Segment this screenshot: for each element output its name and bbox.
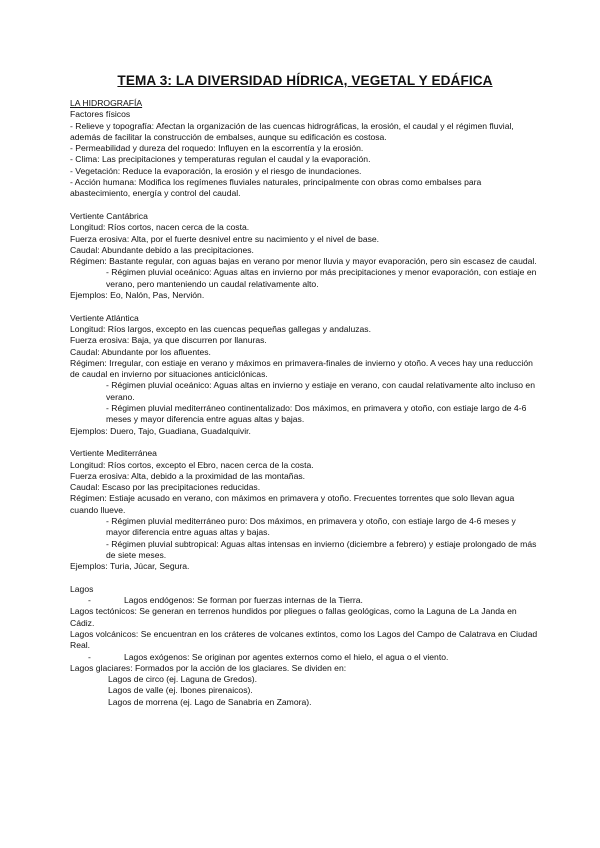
bullet-dash: - — [88, 595, 91, 606]
mediterranea-regimen: Régimen: Estiaje acusado en verano, con máximos en primavera y otoño. Frecuentes torrentes que solo llevan agua cuando llueve. — [70, 493, 517, 515]
atlantica-ejemplos: Ejemplos: Duero, Tajo, Guadiana, Guadalquivir. — [70, 425, 251, 436]
factor-clima: - Clima: Las precipitaciones y temperaturas regulan el caudal y la evaporación. — [70, 154, 371, 165]
atlantica-fuerza: Fuerza erosiva: Baja, ya que discurren por llanuras. — [70, 335, 267, 346]
lagos-volcanicos: Lagos volcánicos: Se encuentran en los cráteres de volcanes extintos, como los Lagos del Campo de Calatrava en Ciudad Real. — [70, 628, 540, 651]
atlantica-longitud: Longitud: Ríos largos, excepto en las cuencas pequeñas gallegas y andaluzas. — [70, 323, 371, 334]
lagos-endogenos: Lagos endógenos: Se forman por fuerzas internas de la Tierra. — [124, 595, 363, 606]
cantabrica-longitud: Longitud: Ríos cortos, nacen cerca de la costa. — [70, 222, 250, 233]
list-item — [70, 595, 540, 606]
factor-accion-humana: - Acción humana: Modifica los regímenes fluviales naturales, principalmente con obras como embalses para abastecimiento, energía y control del caudal. — [70, 177, 484, 199]
lagos-tectonicos: Lagos tectónicos: Se generan en terrenos hundidos por pliegues o fallas geológicas, como la Laguna de La Janda en Cádiz. — [70, 606, 520, 628]
list-item — [70, 652, 540, 663]
cantabrica-caudal: Caudal: Abundante debido a las precipitaciones. — [70, 244, 254, 255]
heading-cantabrica: Vertiente Cantábrica — [70, 210, 148, 221]
lagos-exogenos: Lagos exógenos: Se originan por agentes externos como el hielo, el agua o el viento. — [124, 651, 449, 662]
bullet-dash: - — [88, 651, 91, 662]
document-body — [70, 98, 540, 708]
mediterranea-fuerza: Fuerza erosiva: Alta, debido a la proximidad de las montañas. — [70, 470, 306, 481]
atlantica-regimen-mediterraneo: - Régimen pluvial mediterráneo continentalizado: Dos máximos, en primavera y otoño, con estiaje largo de 4-6 meses y mayor diferencia entre aguas altas y bajas. — [106, 403, 529, 425]
cantabrica-regimen-oceanico: - Régimen pluvial oceánico: Aguas altas en invierno por más precipitaciones y menor evaporación, con estiaje en verano, pero manteniendo un caudal relativamente alto. — [106, 267, 539, 289]
mediterranea-regimen-puro: - Régimen pluvial mediterráneo puro: Dos máximos, en primavera y otoño, con estiaje largo de 4-6 meses y mayor diferencia entre aguas altas y bajas. — [106, 515, 519, 538]
cantabrica-ejemplos: Ejemplos: Eo, Nalón, Pas, Nervión. — [70, 290, 205, 301]
atlantica-caudal: Caudal: Abundante por los afluentes. — [70, 346, 211, 357]
cantabrica-regimen: Régimen: Bastante regular, con aguas bajas en verano por menor lluvia y mayor evaporación, pero sin escasez de caudal. — [70, 256, 537, 267]
atlantica-regimen-oceanico: - Régimen pluvial oceánico: Aguas altas en invierno y estiaje en verano, con caudal relativamente alto incluso en verano. — [106, 380, 538, 402]
section-heading-hidrografia: LA HIDROGRAFÍA — [70, 98, 143, 108]
factor-relieve: - Relieve y topografía: Afectan la organización de las cuencas hidrográficas, la erosión, el caudal y el régimen fluvial, además de facilitar la construcción de embalses, aunque su edificación es costosa. — [70, 120, 517, 142]
factor-permeabilidad: - Permeabilidad y dureza del roquedo: Influyen en la escorrentía y la erosión. — [70, 143, 364, 154]
mediterranea-regimen-subtropical: - Régimen pluvial subtropical: Aguas altas intensas en invierno (diciembre a febrero) y estiaje prolongado de más de siete meses. — [106, 538, 539, 560]
cantabrica-fuerza: Fuerza erosiva: Alta, por el fuerte desnivel entre su nacimiento y el nivel de base. — [70, 233, 380, 244]
mediterranea-longitud: Longitud: Ríos cortos, excepto el Ebro, nacen cerca de la costa. — [70, 459, 314, 470]
subheading-factores: Factores físicos — [70, 109, 131, 120]
lagos-valle: Lagos de valle (ej. Ibones pirenaicos). — [108, 685, 253, 696]
lagos-circo: Lagos de circo (ej. Laguna de Gredos). — [108, 674, 258, 685]
page-title: TEMA 3: LA DIVERSIDAD HÍDRICA, VEGETAL Y EDÁFICA — [117, 73, 493, 88]
heading-mediterranea: Vertiente Mediterránea — [70, 448, 157, 459]
factor-vegetacion: - Vegetación: Reduce la evaporación, la erosión y el riesgo de inundaciones. — [70, 165, 362, 176]
lagos-glaciares: Lagos glaciares: Formados por la acción de los glaciares. Se dividen en: — [70, 662, 347, 673]
mediterranea-ejemplos: Ejemplos: Turia, Júcar, Segura. — [70, 561, 190, 572]
heading-atlantica: Vertiente Atlántica — [70, 312, 139, 323]
lagos-morrena: Lagos de morrena (ej. Lago de Sanabria en Zamora). — [108, 696, 312, 707]
heading-lagos: Lagos — [70, 583, 94, 594]
atlantica-regimen: Régimen: Irregular, con estiaje en verano y máximos en primavera-finales de invierno y otoño. A veces hay una reducción de caudal en invierno por situaciones anticiclónicas. — [70, 357, 536, 380]
mediterranea-caudal: Caudal: Escaso por las precipitaciones reducidas. — [70, 482, 261, 493]
